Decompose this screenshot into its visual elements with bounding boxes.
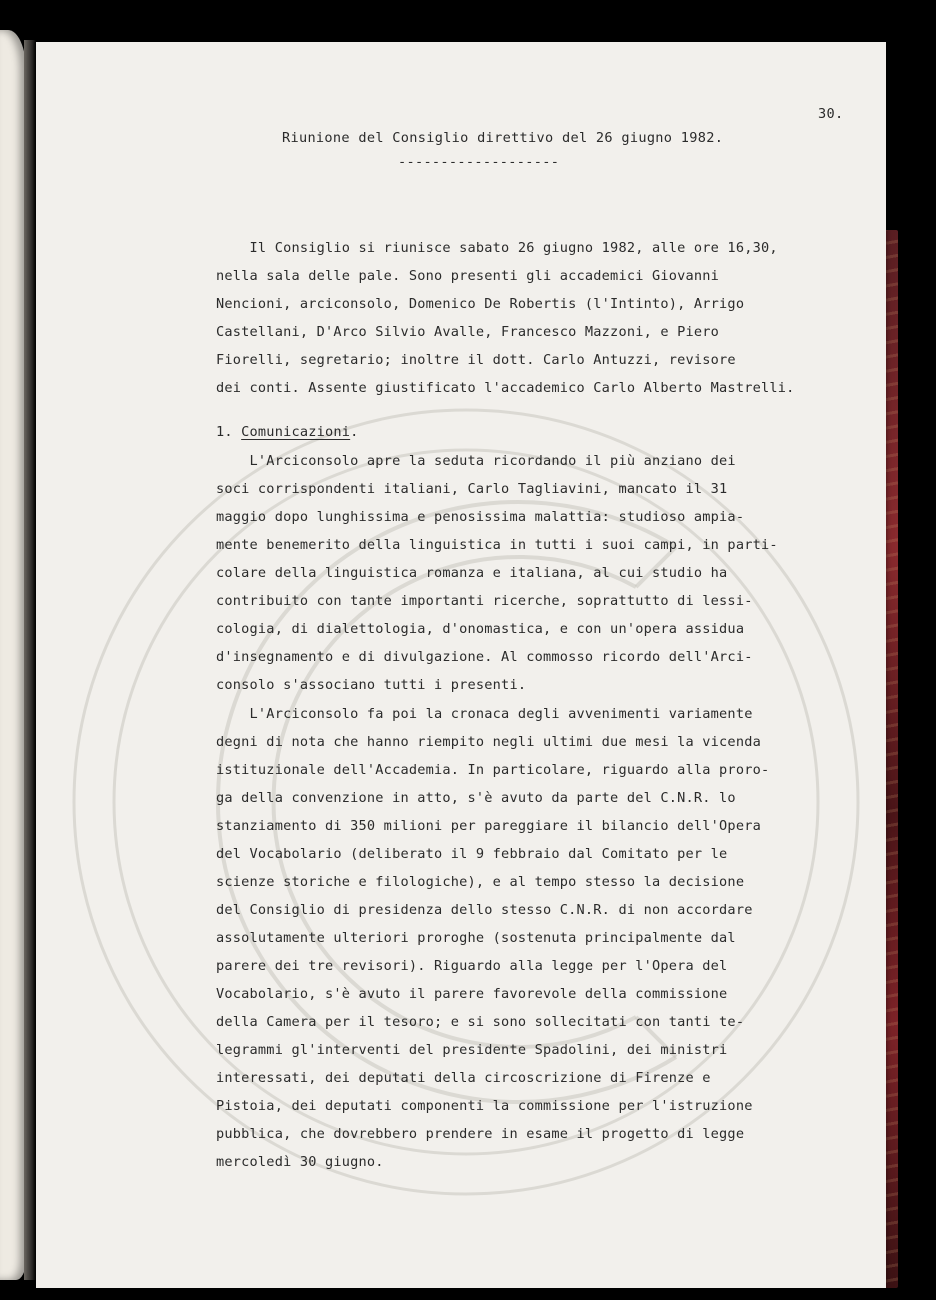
body-line: del Consiglio di presidenza dello stesso C.N.R. di non accordare (216, 902, 753, 918)
body-line: soci corrispondenti italiani, Carlo Tagliavini, mancato il 31 (216, 481, 728, 497)
body-line: Nencioni, arciconsolo, Domenico De Robertis (l'Intinto), Arrigo (216, 296, 745, 312)
previous-page-edge (0, 30, 26, 1280)
body-line: pubblica, che dovrebbero prendere in esame il progetto di legge (216, 1126, 745, 1142)
section-heading (216, 424, 359, 440)
body-line: contribuito con tante importanti ricerche, soprattutto di lessi- (216, 593, 753, 609)
body-line: mercoledì 30 giugno. (216, 1154, 384, 1170)
body-line: maggio dopo lunghissima e penosissima malattia: studioso ampia- (216, 509, 745, 525)
title-underline-rule: ------------------- (398, 154, 560, 170)
body-line: dei conti. Assente giustificato l'accademico Carlo Alberto Mastrelli. (216, 380, 795, 396)
section-title: Comunicazioni (241, 424, 351, 440)
body-line: interessati, dei deputati della circoscrizione di Firenze e (216, 1070, 711, 1086)
body-line: scienze storiche e filologiche), e al tempo stesso la decisione (216, 874, 745, 890)
body-line: Fiorelli, segretario; inoltre il dott. Carlo Antuzzi, revisore (216, 352, 736, 368)
body-line: della Camera per il tesoro; e si sono sollecitati con tanti te- (216, 1014, 745, 1030)
body-line: consolo s'associano tutti i presenti. (216, 677, 527, 693)
body-line: L'Arciconsolo fa poi la cronaca degli avvenimenti variamente (216, 706, 753, 722)
body-line: Il Consiglio si riunisce sabato 26 giugno 1982, alle ore 16,30, (216, 240, 778, 256)
body-line: legrammi gl'interventi del presidente Spadolini, dei ministri (216, 1042, 728, 1058)
body-line: ga della convenzione in atto, s'è avuto da parte del C.N.R. lo (216, 790, 736, 806)
body-line: colare della linguistica romanza e italiana, al cui studio ha (216, 565, 728, 581)
body-line: Vocabolario, s'è avuto il parere favorevole della commissione (216, 986, 728, 1002)
body-line: cologia, di dialettologia, d'onomastica, e con un'opera assidua (216, 621, 745, 637)
document-page (36, 42, 886, 1288)
body-line: stanziamento di 350 milioni per pareggiare il bilancio dell'Opera (216, 818, 761, 834)
body-line: parere dei tre revisori). Riguardo alla legge per l'Opera del (216, 958, 728, 974)
page-number: 30. (818, 106, 844, 122)
book-spine (24, 40, 36, 1280)
page-title: Riunione del Consiglio direttivo del 26 giugno 1982. (282, 130, 724, 146)
body-line: L'Arciconsolo apre la seduta ricordando il più anziano dei (216, 453, 736, 469)
body-line: Pistoia, dei deputati componenti la commissione per l'istruzione (216, 1098, 753, 1114)
body-line: mente benemerito della linguistica in tutti i suoi campi, in parti- (216, 537, 778, 553)
body-line: del Vocabolario (deliberato il 9 febbraio dal Comitato per le (216, 846, 728, 862)
body-line: assolutamente ulteriori proroghe (sostenuta principalmente dal (216, 930, 736, 946)
body-line: Castellani, D'Arco Silvio Avalle, Francesco Mazzoni, e Piero (216, 324, 720, 340)
section-heading-period: . (350, 424, 359, 440)
body-line: degni di nota che hanno riempito negli ultimi due mesi la vicenda (216, 734, 761, 750)
body-line: d'insegnamento e di divulgazione. Al commosso ricordo dell'Arci- (216, 649, 753, 665)
body-line: nella sala delle pale. Sono presenti gli accademici Giovanni (216, 268, 720, 284)
section-number: 1. (216, 424, 242, 440)
body-line: istituzionale dell'Accademia. In particolare, riguardo alla proro- (216, 762, 770, 778)
